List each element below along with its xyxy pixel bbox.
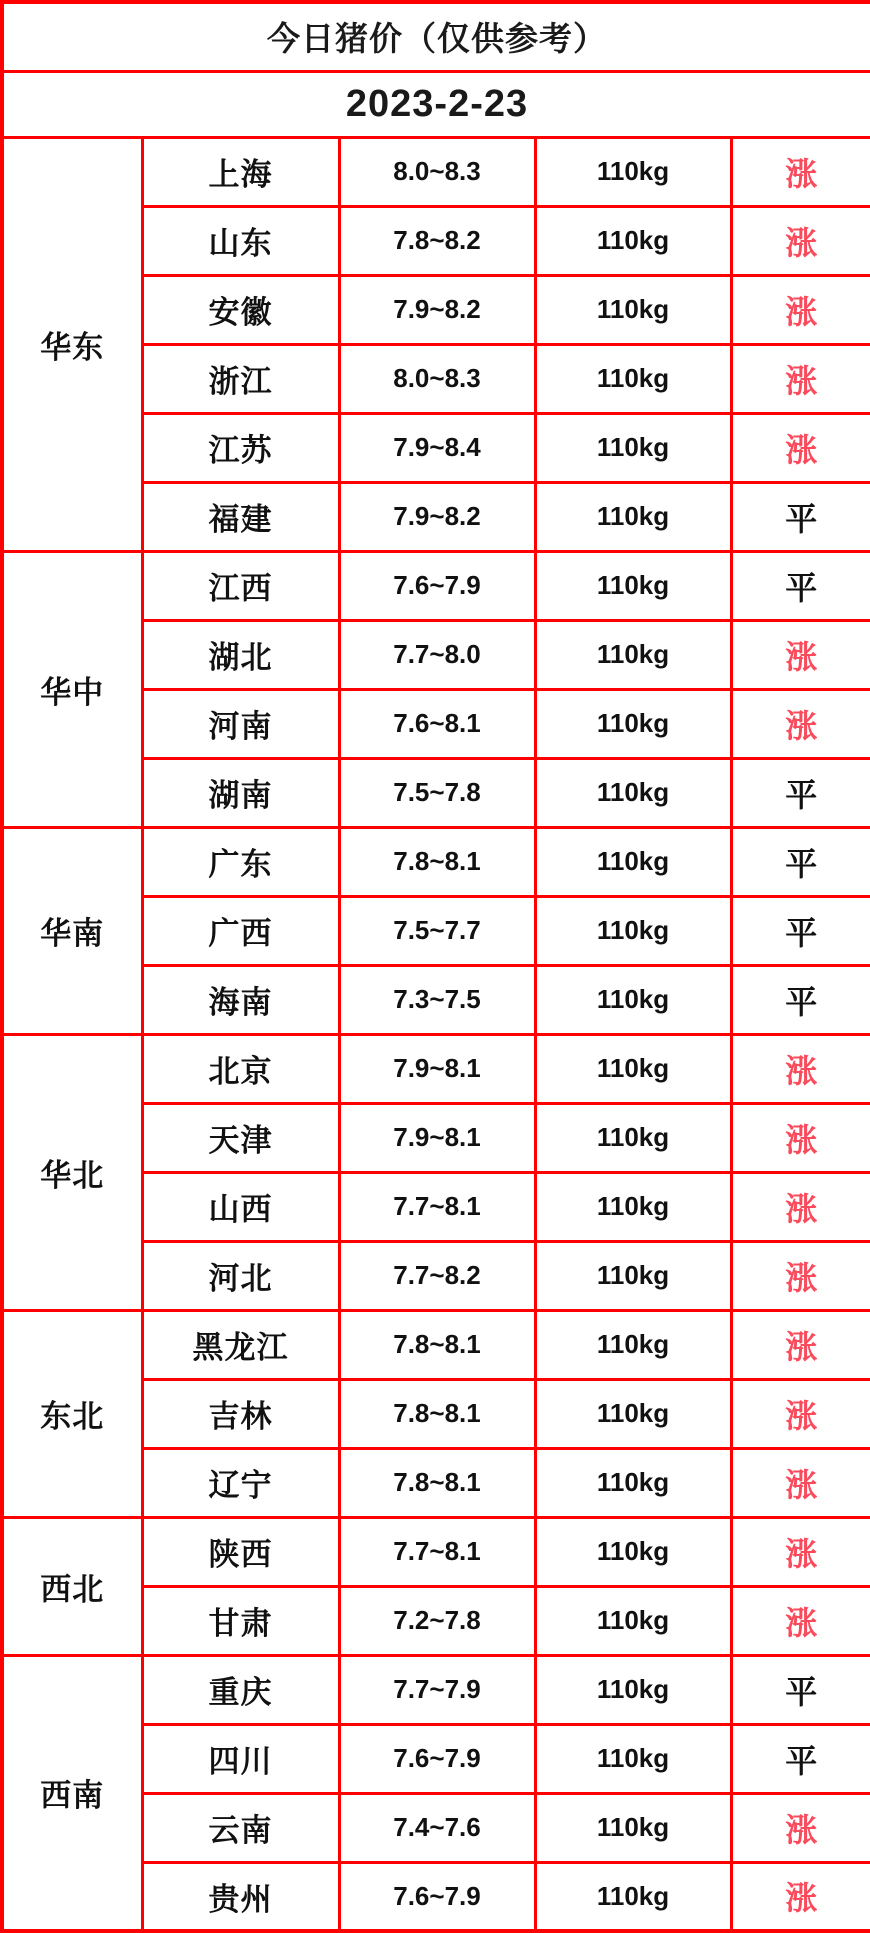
province-cell: 浙江 — [142, 344, 339, 413]
region-cell: 华东 — [2, 137, 142, 551]
price-cell: 7.5~7.7 — [339, 896, 535, 965]
trend-cell: 平 — [731, 758, 870, 827]
trend-cell: 涨 — [731, 1241, 870, 1310]
province-cell: 福建 — [142, 482, 339, 551]
province-cell: 北京 — [142, 1034, 339, 1103]
trend-cell: 涨 — [731, 413, 870, 482]
province-cell: 贵州 — [142, 1862, 339, 1931]
price-cell: 7.8~8.1 — [339, 827, 535, 896]
weight-cell: 110kg — [535, 1517, 731, 1586]
weight-cell: 110kg — [535, 1586, 731, 1655]
price-cell: 7.4~7.6 — [339, 1793, 535, 1862]
province-cell: 重庆 — [142, 1655, 339, 1724]
price-cell: 7.9~8.4 — [339, 413, 535, 482]
trend-cell: 平 — [731, 965, 870, 1034]
province-cell: 安徽 — [142, 275, 339, 344]
table-row — [2, 551, 870, 620]
price-cell: 8.0~8.3 — [339, 137, 535, 206]
trend-cell: 涨 — [731, 689, 870, 758]
weight-cell: 110kg — [535, 482, 731, 551]
province-cell: 河南 — [142, 689, 339, 758]
table-row — [2, 137, 870, 206]
price-cell: 7.7~8.0 — [339, 620, 535, 689]
price-cell: 7.6~7.9 — [339, 1724, 535, 1793]
weight-cell: 110kg — [535, 137, 731, 206]
trend-cell: 涨 — [731, 206, 870, 275]
weight-cell: 110kg — [535, 1379, 731, 1448]
weight-cell: 110kg — [535, 344, 731, 413]
province-cell: 河北 — [142, 1241, 339, 1310]
price-cell: 7.7~7.9 — [339, 1655, 535, 1724]
trend-cell: 涨 — [731, 1310, 870, 1379]
weight-cell: 110kg — [535, 275, 731, 344]
province-cell: 山东 — [142, 206, 339, 275]
price-cell: 8.0~8.3 — [339, 344, 535, 413]
trend-cell: 涨 — [731, 1034, 870, 1103]
trend-cell: 平 — [731, 482, 870, 551]
trend-cell: 涨 — [731, 344, 870, 413]
province-cell: 黑龙江 — [142, 1310, 339, 1379]
province-cell: 甘肃 — [142, 1586, 339, 1655]
trend-cell: 平 — [731, 1655, 870, 1724]
weight-cell: 110kg — [535, 689, 731, 758]
price-cell: 7.9~8.1 — [339, 1103, 535, 1172]
trend-cell: 涨 — [731, 1103, 870, 1172]
price-cell: 7.6~7.9 — [339, 551, 535, 620]
trend-cell: 平 — [731, 1724, 870, 1793]
weight-cell: 110kg — [535, 1655, 731, 1724]
price-cell: 7.8~8.1 — [339, 1448, 535, 1517]
region-cell: 西南 — [2, 1655, 142, 1931]
table-row — [2, 1310, 870, 1379]
province-cell: 海南 — [142, 965, 339, 1034]
weight-cell: 110kg — [535, 551, 731, 620]
weight-cell: 110kg — [535, 1793, 731, 1862]
trend-cell: 涨 — [731, 275, 870, 344]
trend-cell: 涨 — [731, 1517, 870, 1586]
trend-cell: 平 — [731, 551, 870, 620]
price-cell: 7.8~8.1 — [339, 1379, 535, 1448]
trend-cell: 涨 — [731, 1862, 870, 1931]
weight-cell: 110kg — [535, 1034, 731, 1103]
trend-cell: 平 — [731, 827, 870, 896]
weight-cell: 110kg — [535, 206, 731, 275]
price-cell: 7.6~7.9 — [339, 1862, 535, 1931]
weight-cell: 110kg — [535, 1862, 731, 1931]
date-row — [2, 71, 870, 137]
trend-cell: 涨 — [731, 1586, 870, 1655]
price-cell: 7.3~7.5 — [339, 965, 535, 1034]
weight-cell: 110kg — [535, 758, 731, 827]
table-row — [2, 1517, 870, 1586]
weight-cell: 110kg — [535, 1310, 731, 1379]
weight-cell: 110kg — [535, 827, 731, 896]
weight-cell: 110kg — [535, 1724, 731, 1793]
price-cell: 7.8~8.1 — [339, 1310, 535, 1379]
province-cell: 广西 — [142, 896, 339, 965]
province-cell: 湖北 — [142, 620, 339, 689]
trend-cell: 涨 — [731, 137, 870, 206]
weight-cell: 110kg — [535, 896, 731, 965]
province-cell: 上海 — [142, 137, 339, 206]
trend-cell: 平 — [731, 896, 870, 965]
province-cell: 天津 — [142, 1103, 339, 1172]
region-cell: 东北 — [2, 1310, 142, 1517]
province-cell: 辽宁 — [142, 1448, 339, 1517]
weight-cell: 110kg — [535, 620, 731, 689]
province-cell: 广东 — [142, 827, 339, 896]
trend-cell: 涨 — [731, 1793, 870, 1862]
title-row — [2, 2, 870, 71]
province-cell: 江西 — [142, 551, 339, 620]
weight-cell: 110kg — [535, 965, 731, 1034]
date-label: 2023-2-23 — [2, 71, 870, 137]
province-cell: 云南 — [142, 1793, 339, 1862]
price-cell: 7.9~8.1 — [339, 1034, 535, 1103]
province-cell: 湖南 — [142, 758, 339, 827]
trend-cell: 涨 — [731, 1448, 870, 1517]
weight-cell: 110kg — [535, 1241, 731, 1310]
province-cell: 山西 — [142, 1172, 339, 1241]
weight-cell: 110kg — [535, 413, 731, 482]
region-cell: 华中 — [2, 551, 142, 827]
province-cell: 江苏 — [142, 413, 339, 482]
trend-cell: 涨 — [731, 1172, 870, 1241]
weight-cell: 110kg — [535, 1448, 731, 1517]
price-cell: 7.7~8.1 — [339, 1517, 535, 1586]
page-title: 今日猪价（仅供参考） — [2, 2, 870, 71]
province-cell: 四川 — [142, 1724, 339, 1793]
table-row — [2, 827, 870, 896]
weight-cell: 110kg — [535, 1103, 731, 1172]
price-cell: 7.9~8.2 — [339, 482, 535, 551]
table-header — [2, 2, 870, 137]
region-cell: 华南 — [2, 827, 142, 1034]
trend-cell: 涨 — [731, 620, 870, 689]
table-row — [2, 1655, 870, 1724]
region-cell: 华北 — [2, 1034, 142, 1310]
province-cell: 陕西 — [142, 1517, 339, 1586]
price-cell: 7.2~7.8 — [339, 1586, 535, 1655]
price-table-body — [2, 137, 870, 1931]
weight-cell: 110kg — [535, 1172, 731, 1241]
price-cell: 7.7~8.1 — [339, 1172, 535, 1241]
price-cell: 7.9~8.2 — [339, 275, 535, 344]
table-row — [2, 1034, 870, 1103]
price-cell: 7.6~8.1 — [339, 689, 535, 758]
price-cell: 7.7~8.2 — [339, 1241, 535, 1310]
region-cell: 西北 — [2, 1517, 142, 1655]
price-cell: 7.5~7.8 — [339, 758, 535, 827]
price-cell: 7.8~8.2 — [339, 206, 535, 275]
trend-cell: 涨 — [731, 1379, 870, 1448]
province-cell: 吉林 — [142, 1379, 339, 1448]
